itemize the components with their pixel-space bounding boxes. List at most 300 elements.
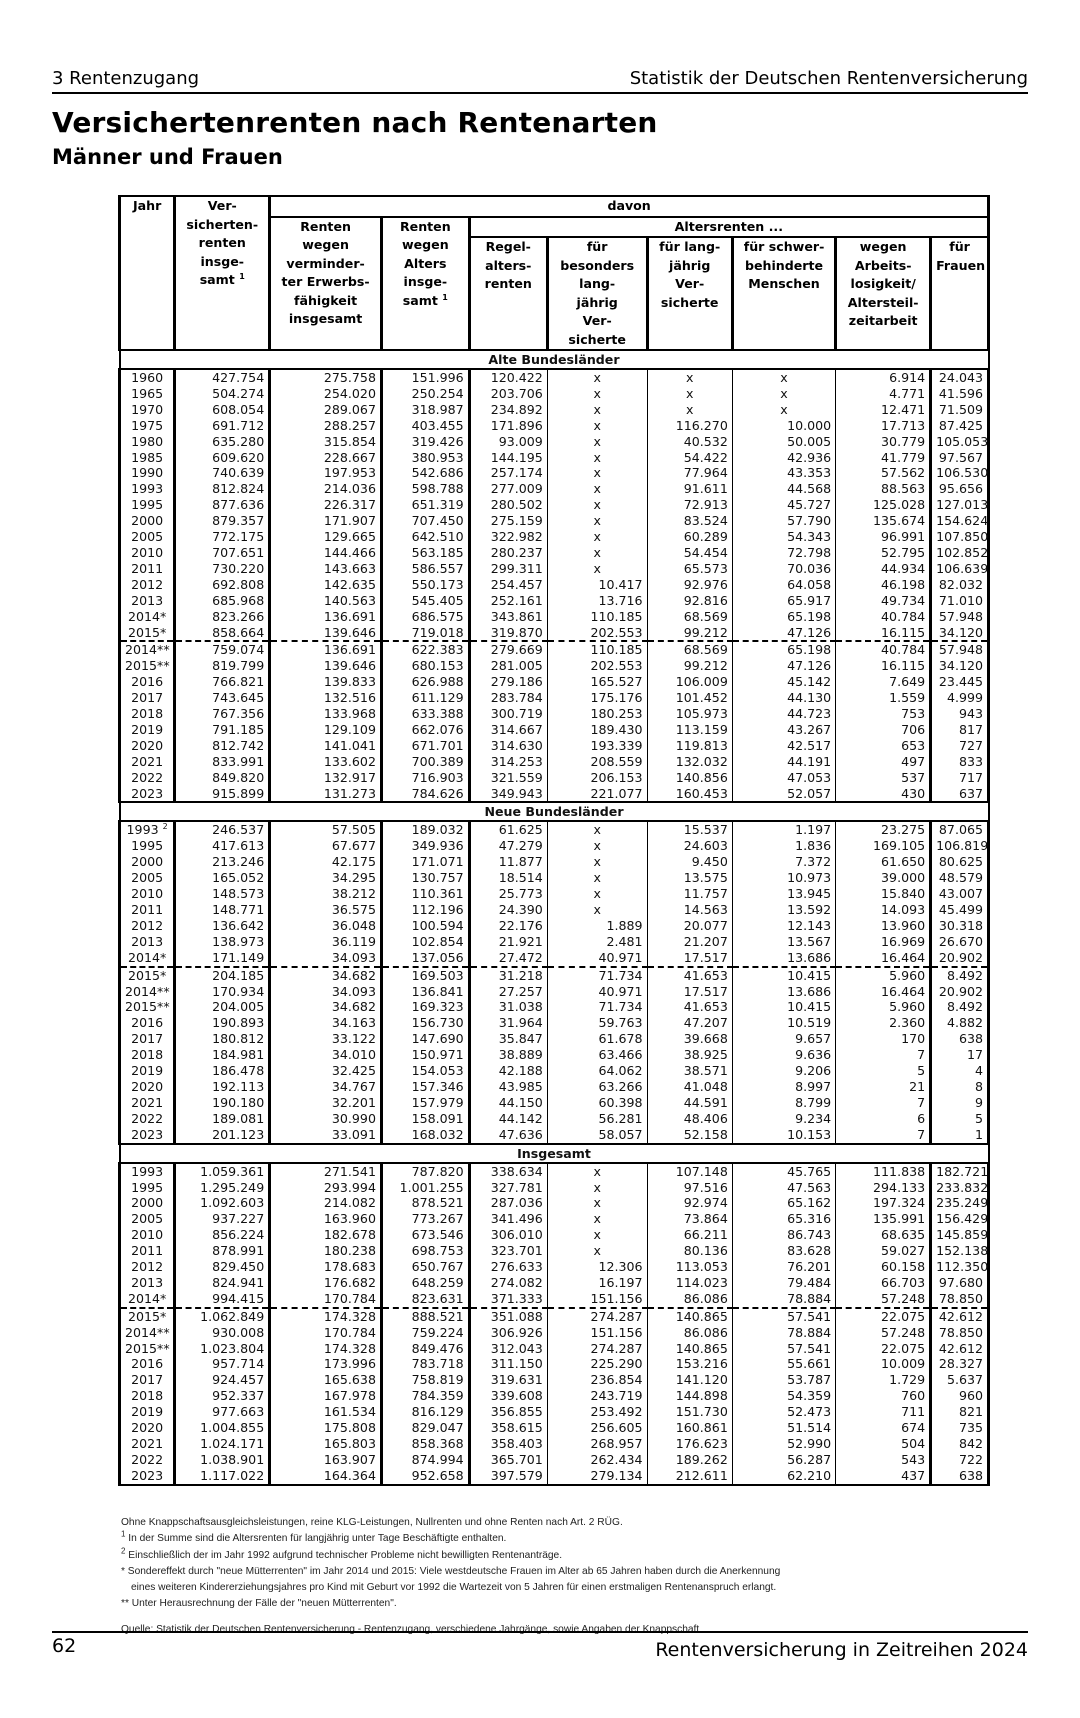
cell-besonders-langjaehrig: 274.287 <box>547 1341 647 1357</box>
cell-besonders-langjaehrig: x <box>547 854 647 870</box>
cell-versichertenrenten: 204.185 <box>175 967 270 984</box>
cell-versichertenrenten: 819.799 <box>175 658 270 674</box>
cell-erwerbsfaehigkeit: 182.678 <box>270 1227 382 1243</box>
cell-year <box>120 950 175 967</box>
cell-schwerbehinderte: 13.686 <box>732 984 835 1000</box>
table-row <box>120 1372 989 1388</box>
cell-versichertenrenten: 204.005 <box>175 999 270 1015</box>
cell-year <box>120 402 175 418</box>
cell-year <box>120 1127 175 1144</box>
cell-frauen: 4.882 <box>931 1015 989 1031</box>
cell-erwerbsfaehigkeit: 214.082 <box>270 1195 382 1211</box>
cell-erwerbsfaehigkeit: 34.010 <box>270 1047 382 1063</box>
cell-alters-insgesamt: 648.259 <box>381 1275 469 1291</box>
cell-regelaltersrenten: 254.457 <box>469 577 547 593</box>
cell-schwerbehinderte: 1.197 <box>732 821 835 838</box>
cell-year <box>120 1468 175 1485</box>
cell-frauen: 638 <box>931 1468 989 1485</box>
cell-arbeitslosigkeit: 653 <box>836 738 931 754</box>
cell-versichertenrenten: 829.450 <box>175 1259 270 1275</box>
cell-besonders-langjaehrig: x <box>547 402 647 418</box>
cell-alters-insgesamt: 150.971 <box>381 1047 469 1063</box>
cell-besonders-langjaehrig: 110.185 <box>547 609 647 625</box>
header-alters-insgesamt: Renten wegen Alters insge- samt $^1$ <box>381 217 469 351</box>
cell-regelaltersrenten: 44.142 <box>469 1111 547 1127</box>
cell-regelaltersrenten: 300.719 <box>469 706 547 722</box>
header-davon: davon <box>270 196 989 217</box>
cell-schwerbehinderte: 57.541 <box>732 1308 835 1325</box>
cell-langjaehrig: x <box>647 386 732 402</box>
cell-schwerbehinderte: 86.743 <box>732 1227 835 1243</box>
table-row <box>120 1063 989 1079</box>
cell-langjaehrig: 44.591 <box>647 1095 732 1111</box>
cell-year <box>120 854 175 870</box>
cell-regelaltersrenten: 44.150 <box>469 1095 547 1111</box>
table-row <box>120 1127 989 1144</box>
cell-year <box>120 418 175 434</box>
cell-erwerbsfaehigkeit: 136.691 <box>270 609 382 625</box>
cell-regelaltersrenten: 281.005 <box>469 658 547 674</box>
cell-frauen: 20.902 <box>931 950 989 967</box>
cell-alters-insgesamt: 888.521 <box>381 1308 469 1325</box>
header-arbeitslosigkeit: wegen Arbeits- losigkeit/ Altersteil- zeitarbeit <box>836 237 931 350</box>
cell-versichertenrenten: 856.224 <box>175 1227 270 1243</box>
cell-langjaehrig: 106.009 <box>647 674 732 690</box>
cell-frauen: 727 <box>931 738 989 754</box>
cell-frauen: 233.832 <box>931 1180 989 1196</box>
cell-frauen: 8.492 <box>931 999 989 1015</box>
publication-title: Rentenversicherung in Zeitreihen 2024 <box>655 1639 1028 1661</box>
table-row <box>120 1079 989 1095</box>
cell-schwerbehinderte: 7.372 <box>732 854 835 870</box>
cell-versichertenrenten: 915.899 <box>175 786 270 803</box>
cell-schwerbehinderte: 51.514 <box>732 1420 835 1436</box>
cell-frauen: 57.948 <box>931 609 989 625</box>
cell-frauen: 735 <box>931 1420 989 1436</box>
cell-langjaehrig: 54.422 <box>647 450 732 466</box>
cell-arbeitslosigkeit: 706 <box>836 722 931 738</box>
cell-besonders-langjaehrig: 268.957 <box>547 1436 647 1452</box>
cell-arbeitslosigkeit: 2.360 <box>836 1015 931 1031</box>
year-label: 1993 <box>131 1163 164 1179</box>
table-row <box>120 418 989 434</box>
cell-versichertenrenten: 148.573 <box>175 886 270 902</box>
cell-versichertenrenten: 877.636 <box>175 497 270 513</box>
year-label: 2013 <box>131 592 164 608</box>
cell-arbeitslosigkeit: 16.464 <box>836 950 931 967</box>
cell-erwerbsfaehigkeit: 136.691 <box>270 641 382 658</box>
cell-arbeitslosigkeit: 125.028 <box>836 497 931 513</box>
cell-arbeitslosigkeit: 60.158 <box>836 1259 931 1275</box>
cell-erwerbsfaehigkeit: 275.758 <box>270 369 382 386</box>
cell-frauen: 106.639 <box>931 561 989 577</box>
year-label: 2020 <box>131 1420 164 1436</box>
cell-alters-insgesamt: 171.071 <box>381 854 469 870</box>
pension-table <box>118 195 990 1486</box>
cell-regelaltersrenten: 279.186 <box>469 674 547 690</box>
cell-alters-insgesamt: 759.224 <box>381 1325 469 1341</box>
cell-schwerbehinderte: 47.563 <box>732 1180 835 1196</box>
cell-frauen: 833 <box>931 754 989 770</box>
cell-erwerbsfaehigkeit: 143.663 <box>270 561 382 577</box>
cell-langjaehrig: 40.532 <box>647 434 732 450</box>
cell-regelaltersrenten: 252.161 <box>469 593 547 609</box>
cell-versichertenrenten: 791.185 <box>175 722 270 738</box>
cell-schwerbehinderte: 45.727 <box>732 497 835 513</box>
cell-langjaehrig: x <box>647 369 732 386</box>
cell-regelaltersrenten: 42.188 <box>469 1063 547 1079</box>
cell-schwerbehinderte: 70.036 <box>732 561 835 577</box>
year-label: 2005 <box>131 870 164 886</box>
cell-versichertenrenten: 417.613 <box>175 838 270 854</box>
cell-versichertenrenten: 504.274 <box>175 386 270 402</box>
cell-frauen: 102.852 <box>931 545 989 561</box>
cell-schwerbehinderte: 50.005 <box>732 434 835 450</box>
cell-besonders-langjaehrig: 1.889 <box>547 918 647 934</box>
table-row <box>120 658 989 674</box>
cell-erwerbsfaehigkeit: 163.960 <box>270 1211 382 1227</box>
cell-arbeitslosigkeit: 6 <box>836 1111 931 1127</box>
cell-year <box>120 1015 175 1031</box>
cell-erwerbsfaehigkeit: 164.364 <box>270 1468 382 1485</box>
footnote-marker: 1 <box>239 271 245 281</box>
cell-langjaehrig: 73.864 <box>647 1211 732 1227</box>
cell-besonders-langjaehrig: x <box>547 1227 647 1243</box>
cell-langjaehrig: 9.450 <box>647 854 732 870</box>
note-general: Ohne Knappschaftsausgleichsleistungen, reine KLG-Leistungen, Nullrenten und ohne Renten nach Art. 2 RÜG. <box>121 1517 623 1528</box>
table-row <box>120 1308 989 1325</box>
cell-alters-insgesamt: 157.979 <box>381 1095 469 1111</box>
section-title: Insgesamt <box>120 1144 989 1163</box>
cell-year <box>120 902 175 918</box>
cell-besonders-langjaehrig: 202.553 <box>547 625 647 642</box>
cell-frauen: 842 <box>931 1436 989 1452</box>
year-label: 2015* <box>127 624 167 640</box>
cell-arbeitslosigkeit: 57.248 <box>836 1325 931 1341</box>
cell-schwerbehinderte: 45.765 <box>732 1163 835 1180</box>
cell-alters-insgesamt: 137.056 <box>381 950 469 967</box>
cell-alters-insgesamt: 611.129 <box>381 690 469 706</box>
table-row <box>120 706 989 722</box>
cell-besonders-langjaehrig: 165.527 <box>547 674 647 690</box>
year-label: 2019 <box>131 1404 164 1420</box>
table-row <box>120 984 989 1000</box>
cell-year <box>120 481 175 497</box>
cell-versichertenrenten: 189.081 <box>175 1111 270 1127</box>
cell-versichertenrenten: 957.714 <box>175 1356 270 1372</box>
cell-arbeitslosigkeit: 1.559 <box>836 690 931 706</box>
cell-arbeitslosigkeit: 4.771 <box>836 386 931 402</box>
table-row <box>120 754 989 770</box>
cell-schwerbehinderte: 1.836 <box>732 838 835 854</box>
cell-arbeitslosigkeit: 674 <box>836 1420 931 1436</box>
cell-arbeitslosigkeit: 88.563 <box>836 481 931 497</box>
cell-frauen: 87.425 <box>931 418 989 434</box>
year-label: 2017 <box>131 690 164 706</box>
cell-schwerbehinderte: 78.884 <box>732 1325 835 1341</box>
cell-frauen: 817 <box>931 722 989 738</box>
year-label: 1995 <box>131 497 164 513</box>
cell-versichertenrenten: 952.337 <box>175 1388 270 1404</box>
cell-regelaltersrenten: 351.088 <box>469 1308 547 1325</box>
cell-erwerbsfaehigkeit: 132.516 <box>270 690 382 706</box>
cell-alters-insgesamt: 686.575 <box>381 609 469 625</box>
cell-alters-insgesamt: 952.658 <box>381 1468 469 1485</box>
cell-frauen: 42.612 <box>931 1308 989 1325</box>
cell-frauen: 4 <box>931 1063 989 1079</box>
table-row <box>120 999 989 1015</box>
cell-arbeitslosigkeit: 197.324 <box>836 1195 931 1211</box>
cell-regelaltersrenten: 397.579 <box>469 1468 547 1485</box>
cell-arbeitslosigkeit: 17.713 <box>836 418 931 434</box>
cell-langjaehrig: 68.569 <box>647 609 732 625</box>
year-label: 2019 <box>131 721 164 737</box>
cell-erwerbsfaehigkeit: 170.784 <box>270 1325 382 1341</box>
cell-versichertenrenten: 184.981 <box>175 1047 270 1063</box>
table-row <box>120 918 989 934</box>
cell-frauen: 34.120 <box>931 625 989 642</box>
cell-erwerbsfaehigkeit: 170.784 <box>270 1291 382 1308</box>
table-row <box>120 625 989 642</box>
cell-schwerbehinderte: 13.945 <box>732 886 835 902</box>
cell-frauen: 235.249 <box>931 1195 989 1211</box>
cell-frauen: 4.999 <box>931 690 989 706</box>
cell-arbeitslosigkeit: 57.562 <box>836 465 931 481</box>
table-row <box>120 1111 989 1127</box>
cell-erwerbsfaehigkeit: 228.667 <box>270 450 382 466</box>
chapter-label: 3 Rentenzugang <box>52 68 200 89</box>
cell-alters-insgesamt: 707.450 <box>381 513 469 529</box>
cell-erwerbsfaehigkeit: 171.907 <box>270 513 382 529</box>
cell-schwerbehinderte: 57.541 <box>732 1341 835 1357</box>
cell-regelaltersrenten: 356.855 <box>469 1404 547 1420</box>
cell-besonders-langjaehrig: 60.398 <box>547 1095 647 1111</box>
cell-alters-insgesamt: 680.153 <box>381 658 469 674</box>
cell-frauen: 45.499 <box>931 902 989 918</box>
cell-alters-insgesamt: 784.626 <box>381 786 469 803</box>
year-label: 2019 <box>131 1063 164 1079</box>
cell-regelaltersrenten: 38.889 <box>469 1047 547 1063</box>
cell-langjaehrig: 116.270 <box>647 418 732 434</box>
year-label: 2021 <box>131 1436 164 1451</box>
cell-schwerbehinderte: 13.686 <box>732 950 835 967</box>
cell-erwerbsfaehigkeit: 163.907 <box>270 1452 382 1468</box>
cell-besonders-langjaehrig: 13.716 <box>547 593 647 609</box>
cell-alters-insgesamt: 169.323 <box>381 999 469 1015</box>
cell-arbeitslosigkeit: 760 <box>836 1388 931 1404</box>
cell-besonders-langjaehrig: 243.719 <box>547 1388 647 1404</box>
cell-regelaltersrenten: 323.701 <box>469 1243 547 1259</box>
cell-erwerbsfaehigkeit: 129.109 <box>270 722 382 738</box>
year-label: 2010 <box>131 1227 164 1243</box>
cell-year <box>120 386 175 402</box>
cell-versichertenrenten: 136.642 <box>175 918 270 934</box>
cell-versichertenrenten: 767.356 <box>175 706 270 722</box>
cell-year <box>120 984 175 1000</box>
year-label: 2015* <box>127 967 167 983</box>
cell-year <box>120 577 175 593</box>
cell-arbeitslosigkeit: 16.115 <box>836 658 931 674</box>
table-row <box>120 577 989 593</box>
table-row <box>120 593 989 609</box>
note-2-text: Einschließlich der im Jahr 1992 aufgrund technischer Probleme nicht bewilligten Rentenanträge. <box>125 1549 563 1561</box>
cell-besonders-langjaehrig: x <box>547 497 647 513</box>
cell-regelaltersrenten: 47.279 <box>469 838 547 854</box>
cell-erwerbsfaehigkeit: 133.968 <box>270 706 382 722</box>
cell-alters-insgesamt: 878.521 <box>381 1195 469 1211</box>
cell-erwerbsfaehigkeit: 34.767 <box>270 1079 382 1095</box>
cell-frauen: 97.567 <box>931 450 989 466</box>
year-label: 2011 <box>131 1243 164 1259</box>
cell-arbeitslosigkeit: 543 <box>836 1452 931 1468</box>
cell-alters-insgesamt: 349.936 <box>381 838 469 854</box>
cell-frauen: 95.656 <box>931 481 989 497</box>
cell-besonders-langjaehrig: 40.971 <box>547 984 647 1000</box>
cell-arbeitslosigkeit: 15.840 <box>836 886 931 902</box>
cell-versichertenrenten: 201.123 <box>175 1127 270 1144</box>
cell-alters-insgesamt: 403.455 <box>381 418 469 434</box>
header-altersrenten-group: Altersrenten ... <box>469 217 988 238</box>
cell-year <box>120 786 175 803</box>
cell-langjaehrig: 99.212 <box>647 658 732 674</box>
cell-frauen: 9 <box>931 1095 989 1111</box>
cell-alters-insgesamt: 719.018 <box>381 625 469 642</box>
cell-arbeitslosigkeit: 430 <box>836 786 931 803</box>
cell-versichertenrenten: 858.664 <box>175 625 270 642</box>
cell-langjaehrig: 189.262 <box>647 1452 732 1468</box>
cell-arbeitslosigkeit: 40.784 <box>836 641 931 658</box>
cell-frauen: 106.530 <box>931 465 989 481</box>
cell-alters-insgesamt: 158.091 <box>381 1111 469 1127</box>
cell-arbeitslosigkeit: 44.934 <box>836 561 931 577</box>
cell-langjaehrig: 60.289 <box>647 529 732 545</box>
section-title: Alte Bundesländer <box>120 350 989 369</box>
cell-regelaltersrenten: 314.667 <box>469 722 547 738</box>
cell-schwerbehinderte: 52.990 <box>732 1436 835 1452</box>
cell-schwerbehinderte: 47.126 <box>732 625 835 642</box>
cell-langjaehrig: 141.120 <box>647 1372 732 1388</box>
cell-regelaltersrenten: 283.784 <box>469 690 547 706</box>
cell-regelaltersrenten: 319.631 <box>469 1372 547 1388</box>
cell-year <box>120 545 175 561</box>
cell-langjaehrig: 11.757 <box>647 886 732 902</box>
cell-regelaltersrenten: 358.403 <box>469 1436 547 1452</box>
cell-besonders-langjaehrig: 262.434 <box>547 1452 647 1468</box>
table-row <box>120 450 989 466</box>
cell-besonders-langjaehrig: x <box>547 450 647 466</box>
year-label: 2016 <box>131 674 164 690</box>
cell-versichertenrenten: 192.113 <box>175 1079 270 1095</box>
cell-year <box>120 1095 175 1111</box>
cell-versichertenrenten: 171.149 <box>175 950 270 967</box>
cell-regelaltersrenten: 299.311 <box>469 561 547 577</box>
cell-langjaehrig: 47.207 <box>647 1015 732 1031</box>
year-label: 2005 <box>131 529 164 545</box>
cell-year <box>120 450 175 466</box>
cell-regelaltersrenten: 234.892 <box>469 402 547 418</box>
cell-schwerbehinderte: 9.657 <box>732 1031 835 1047</box>
cell-year <box>120 770 175 786</box>
cell-regelaltersrenten: 319.870 <box>469 625 547 642</box>
table-row <box>120 1180 989 1196</box>
cell-erwerbsfaehigkeit: 129.665 <box>270 529 382 545</box>
cell-erwerbsfaehigkeit: 175.808 <box>270 1420 382 1436</box>
cell-besonders-langjaehrig: 208.559 <box>547 754 647 770</box>
cell-regelaltersrenten: 31.964 <box>469 1015 547 1031</box>
year-label: 2000 <box>131 854 164 870</box>
cell-besonders-langjaehrig: 180.253 <box>547 706 647 722</box>
cell-frauen: 24.043 <box>931 369 989 386</box>
cell-besonders-langjaehrig: x <box>547 513 647 529</box>
cell-erwerbsfaehigkeit: 197.953 <box>270 465 382 481</box>
cell-regelaltersrenten: 61.625 <box>469 821 547 838</box>
table-row <box>120 934 989 950</box>
cell-year <box>120 561 175 577</box>
cell-arbeitslosigkeit: 21 <box>836 1079 931 1095</box>
page-footer <box>52 1631 1028 1661</box>
cell-frauen: 156.429 <box>931 1211 989 1227</box>
year-label: 1993 <box>126 822 159 838</box>
cell-regelaltersrenten: 203.706 <box>469 386 547 402</box>
cell-versichertenrenten: 213.246 <box>175 854 270 870</box>
cell-arbeitslosigkeit: 46.198 <box>836 577 931 593</box>
cell-frauen: 107.850 <box>931 529 989 545</box>
cell-year <box>120 1079 175 1095</box>
cell-frauen: 82.032 <box>931 577 989 593</box>
cell-schwerbehinderte: 65.316 <box>732 1211 835 1227</box>
cell-schwerbehinderte: x <box>732 369 835 386</box>
cell-besonders-langjaehrig: x <box>547 821 647 838</box>
section-header-row <box>120 802 989 821</box>
cell-frauen: 78.850 <box>931 1291 989 1308</box>
cell-arbeitslosigkeit: 16.115 <box>836 625 931 642</box>
cell-besonders-langjaehrig: x <box>547 561 647 577</box>
cell-erwerbsfaehigkeit: 42.175 <box>270 854 382 870</box>
cell-alters-insgesamt: 156.730 <box>381 1015 469 1031</box>
cell-arbeitslosigkeit: 1.729 <box>836 1372 931 1388</box>
cell-year <box>120 1063 175 1079</box>
cell-erwerbsfaehigkeit: 34.682 <box>270 999 382 1015</box>
cell-versichertenrenten: 1.062.849 <box>175 1308 270 1325</box>
cell-alters-insgesamt: 380.953 <box>381 450 469 466</box>
cell-year <box>120 497 175 513</box>
cell-besonders-langjaehrig: x <box>547 870 647 886</box>
cell-langjaehrig: 21.207 <box>647 934 732 950</box>
cell-besonders-langjaehrig: 110.185 <box>547 641 647 658</box>
cell-regelaltersrenten: 171.896 <box>469 418 547 434</box>
cell-year <box>120 1211 175 1227</box>
cell-erwerbsfaehigkeit: 293.994 <box>270 1180 382 1196</box>
cell-versichertenrenten: 766.821 <box>175 674 270 690</box>
source-note: Quelle: Statistik der Deutschen Rentenversicherung - Rentenzugang, verschiedene Jahrgänge, sowie Angaben der Knappschaft <box>121 1623 700 1635</box>
cell-besonders-langjaehrig: x <box>547 386 647 402</box>
cell-alters-insgesamt: 671.701 <box>381 738 469 754</box>
cell-alters-insgesamt: 823.631 <box>381 1291 469 1308</box>
note-1 <box>121 1531 780 1547</box>
cell-frauen: 87.065 <box>931 821 989 838</box>
cell-besonders-langjaehrig: x <box>547 545 647 561</box>
cell-regelaltersrenten: 338.634 <box>469 1163 547 1180</box>
cell-year <box>120 870 175 886</box>
cell-alters-insgesamt: 250.254 <box>381 386 469 402</box>
cell-regelaltersrenten: 21.921 <box>469 934 547 950</box>
year-label: 2015** <box>125 1340 170 1356</box>
cell-besonders-langjaehrig: 279.134 <box>547 1468 647 1485</box>
year-label: 2010 <box>131 544 164 560</box>
cell-year <box>120 1111 175 1127</box>
cell-erwerbsfaehigkeit: 161.534 <box>270 1404 382 1420</box>
cell-versichertenrenten: 190.893 <box>175 1015 270 1031</box>
